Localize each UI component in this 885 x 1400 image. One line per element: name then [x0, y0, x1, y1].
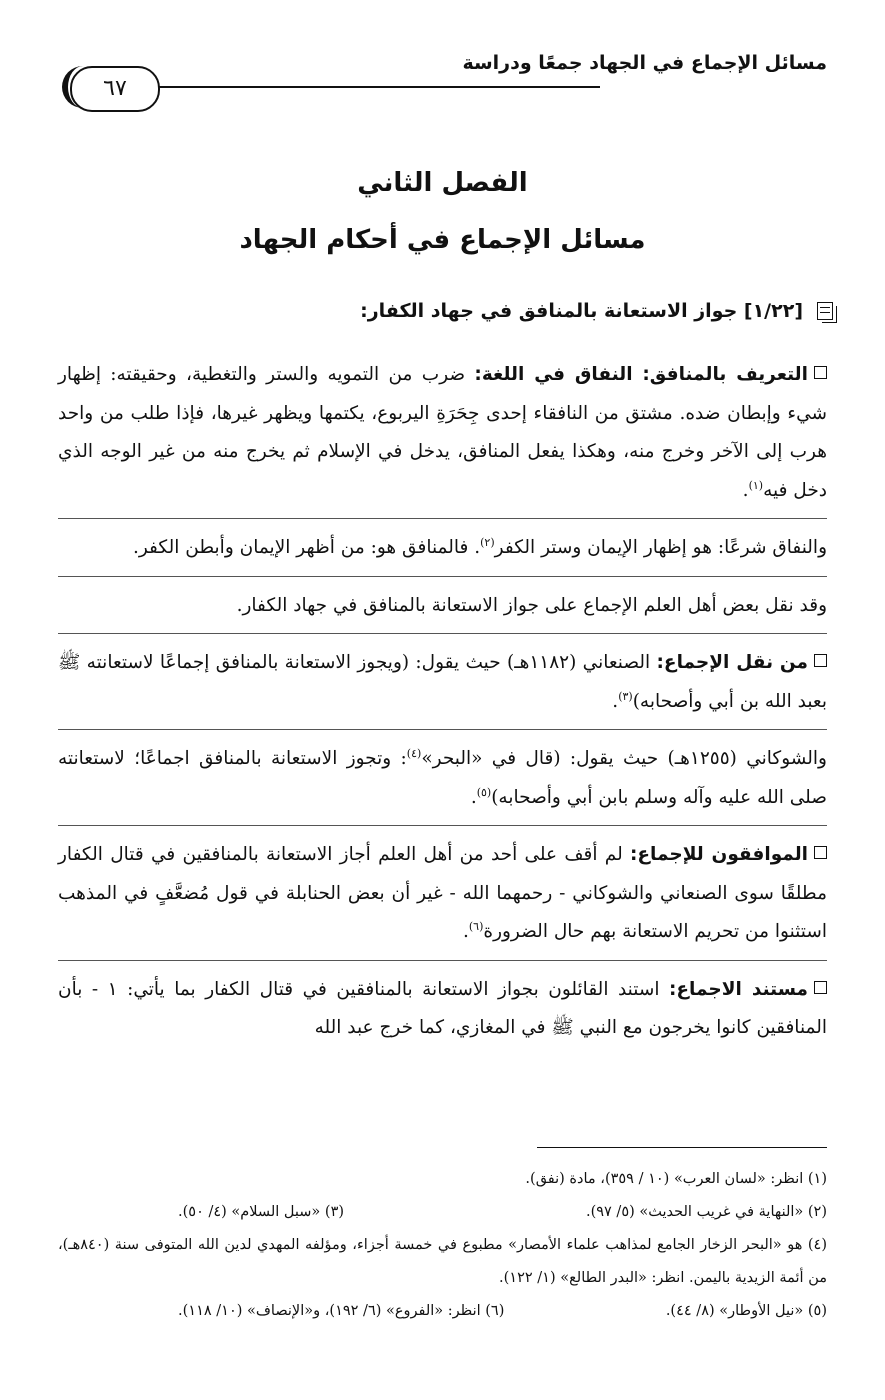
paragraph-lead: الموافقون للإجماع:	[630, 844, 808, 865]
paragraph-lead: مستند الاجماع:	[669, 978, 808, 1000]
paragraph-text: والنفاق شرعًا: هو إظهار الإيمان وستر الكفر	[494, 537, 827, 558]
paragraph-text: ضرب من التمويه والستر والتغطية، وحقيقته: إظهار شيء وإبطان ضده. مشتق من النافقاء إحدى جِحَرَةِ اليربوع، يكتمها ويظهر غيرها، فإذا طلب من واحد هرب إلى الآخر وخرج منه، وهكذا يفعل المنافق، يدخل في الإسلام ثم يخرج منه من غير الوجه الذي دخل فيه	[58, 364, 827, 501]
paragraph-text: : وتجوز الاستعانة بالمنافق اجماعًا؛ لاستعانته صلى الله عليه وآله وسلم بابن أبي وأصحابه)	[58, 748, 827, 808]
paragraph-text: لم أقف على أحد من أهل العلم أجاز الاستعانة بالمنافقين في قتال الكفار مطلقًا سوى الصنعاني والشوكاني - رحمهما الله - غير أن بعض الحنابلة في قول مُضعَّفٍ في المذهب استثنوا من تحريم الاستعانة بهم حال الضرورة	[58, 844, 827, 942]
footnote-5: (٥) «نيل الأوطار» (٨/ ٤٤).	[665, 1303, 827, 1319]
chapter-title: مسائل الإجماع في أحكام الجهاد	[239, 225, 646, 255]
paragraph-consensus-intro: وقد نقل بعض أهل العلم الإجماع على جواز الاستعانة بالمنافق في جهاد الكفار.	[236, 594, 827, 616]
paragraph-consensus-source: من نقل الإجماع: الصنعاني (١١٨٢هـ) حيث يقول: (ويجوز الاستعانة بالمنافق إجماعًا لاستعانته ﷺ بعبد الله بن أبي وأصحابه)$^{(٣)}$.	[58, 652, 827, 712]
running-header-title: مسائل الإجماع في الجهاد جمعًا ودراسة	[462, 52, 827, 74]
footnote-ref: (٢)	[480, 535, 495, 549]
paragraph-text: والشوكاني (١٢٥٥هـ) حيث يقول: (قال في «البحر»	[421, 748, 827, 769]
page-number: ٦٧	[70, 66, 160, 112]
main-text	[58, 356, 827, 1048]
footnote-ref: (٥)	[476, 785, 492, 799]
divider	[58, 518, 827, 519]
divider	[58, 960, 827, 961]
footnote-ref: (٤)	[406, 746, 422, 760]
paragraph-text: استند القائلون بجواز الاستعانة بالمنافقين في قتال الكفار بما يأتي: ١ - بأن المنافقين كانوا يخرجون مع النبي ﷺ في المغازي، كما خرج عبد الله	[58, 978, 827, 1038]
square-bullet-icon	[814, 981, 827, 994]
paragraph-shawkani: والشوكاني (١٢٥٥هـ) حيث يقول: (قال في «البحر»$^{(٤)}$: وتجوز الاستعانة بالمنافق اجماعًا؛ لاستعانته صلى الله عليه وآله وسلم بابن أبي وأصحابه)$^{(٥)}$.	[58, 746, 827, 808]
footnotes	[58, 1163, 827, 1328]
paragraph-sharia-definition	[58, 529, 827, 568]
divider	[58, 825, 827, 826]
paragraph-text: . فالمنافق هو: من أظهر الإيمان وأبطن الكفر.	[132, 537, 481, 558]
square-bullet-icon	[814, 366, 827, 379]
header-rule	[150, 86, 600, 88]
paragraph-agreeing: الموافقون للإجماع: لم أقف على أحد من أهل العلم أجاز الاستعانة بالمنافقين في قتال الكفار مطلقًا سوى الصنعاني والشوكاني - رحمهما الله - غير أن بعض الحنابلة في قول مُضعَّفٍ في المذهب استثنوا من تحريم الاستعانة بهم حال الضرورة$^{(٦)}$.	[58, 844, 827, 942]
document-icon	[817, 302, 833, 320]
square-bullet-icon	[814, 846, 827, 859]
section-heading-text: [١/٢٢] جواز الاستعانة بالمنافق في جهاد الكفار:	[360, 300, 803, 322]
footnote-6: (٦) انظر: «الفروع» (٦/ ١٩٢)، و«الإنصاف» (١٠/ ١١٨).	[178, 1303, 505, 1319]
square-bullet-icon	[814, 654, 827, 667]
section-heading	[58, 300, 833, 322]
paragraph-basis	[58, 971, 827, 1048]
paragraph-lead: التعريف بالمنافق: النفاق في اللغة:	[474, 364, 808, 385]
footnote-rule	[537, 1147, 827, 1148]
footnote-ref: (٣)	[618, 689, 633, 703]
footnote-1: (١) انظر: «لسان العرب» (١٠ / ٣٥٩)، مادة (نفق).	[525, 1171, 827, 1187]
footnote-4: (٤) هو «البحر الزخار الجامع لمذاهب علماء الأمصار» مطبوع في خمسة أجزاء، ومؤلفه المهدي لدين الله المتوفى سنة (٨٤٠هـ)، من أئمة الزيدية باليمن. انظر: «البدر الطالع» (١/ ١٢٢).	[58, 1237, 827, 1286]
footnote-row	[58, 1295, 827, 1328]
divider	[58, 729, 827, 730]
footnote-2: (٢) «النهاية في غريب الحديث» (٥/ ٩٧).	[585, 1204, 827, 1220]
footnote-ref: (٦)	[468, 919, 484, 933]
footnote-3: (٣) «سبل السلام» (٤/ ٥٠).	[178, 1204, 345, 1220]
footnote-row	[58, 1196, 827, 1229]
paragraph-definition: التعريف بالمنافق: النفاق في اللغة: ضرب من التمويه والستر والتغطية، وحقيقته: إظهار شيء وإبطان ضده. مشتق من النافقاء إحدى جِحَرَةِ اليربوع، يكتمها ويظهر غيرها، فإذا طلب من واحد هرب إلى الآخر وخرج منه، وهكذا يفعل المنافق، يدخل في الإسلام ثم يخرج منه من غير الوجه الذي دخل فيه$^{(١)}$.	[58, 364, 827, 501]
divider	[58, 633, 827, 634]
divider	[58, 576, 827, 577]
paragraph-text: الصنعاني (١١٨٢هـ) حيث يقول: (ويجوز الاستعانة بالمنافق إجماعًا لاستعانته ﷺ بعبد الله بن أبي وأصحابه)	[58, 652, 827, 712]
paragraph-lead: من نقل الإجماع:	[656, 652, 808, 673]
chapter-label: الفصل الثاني	[357, 168, 528, 198]
footnote-ref: (١)	[748, 478, 764, 492]
